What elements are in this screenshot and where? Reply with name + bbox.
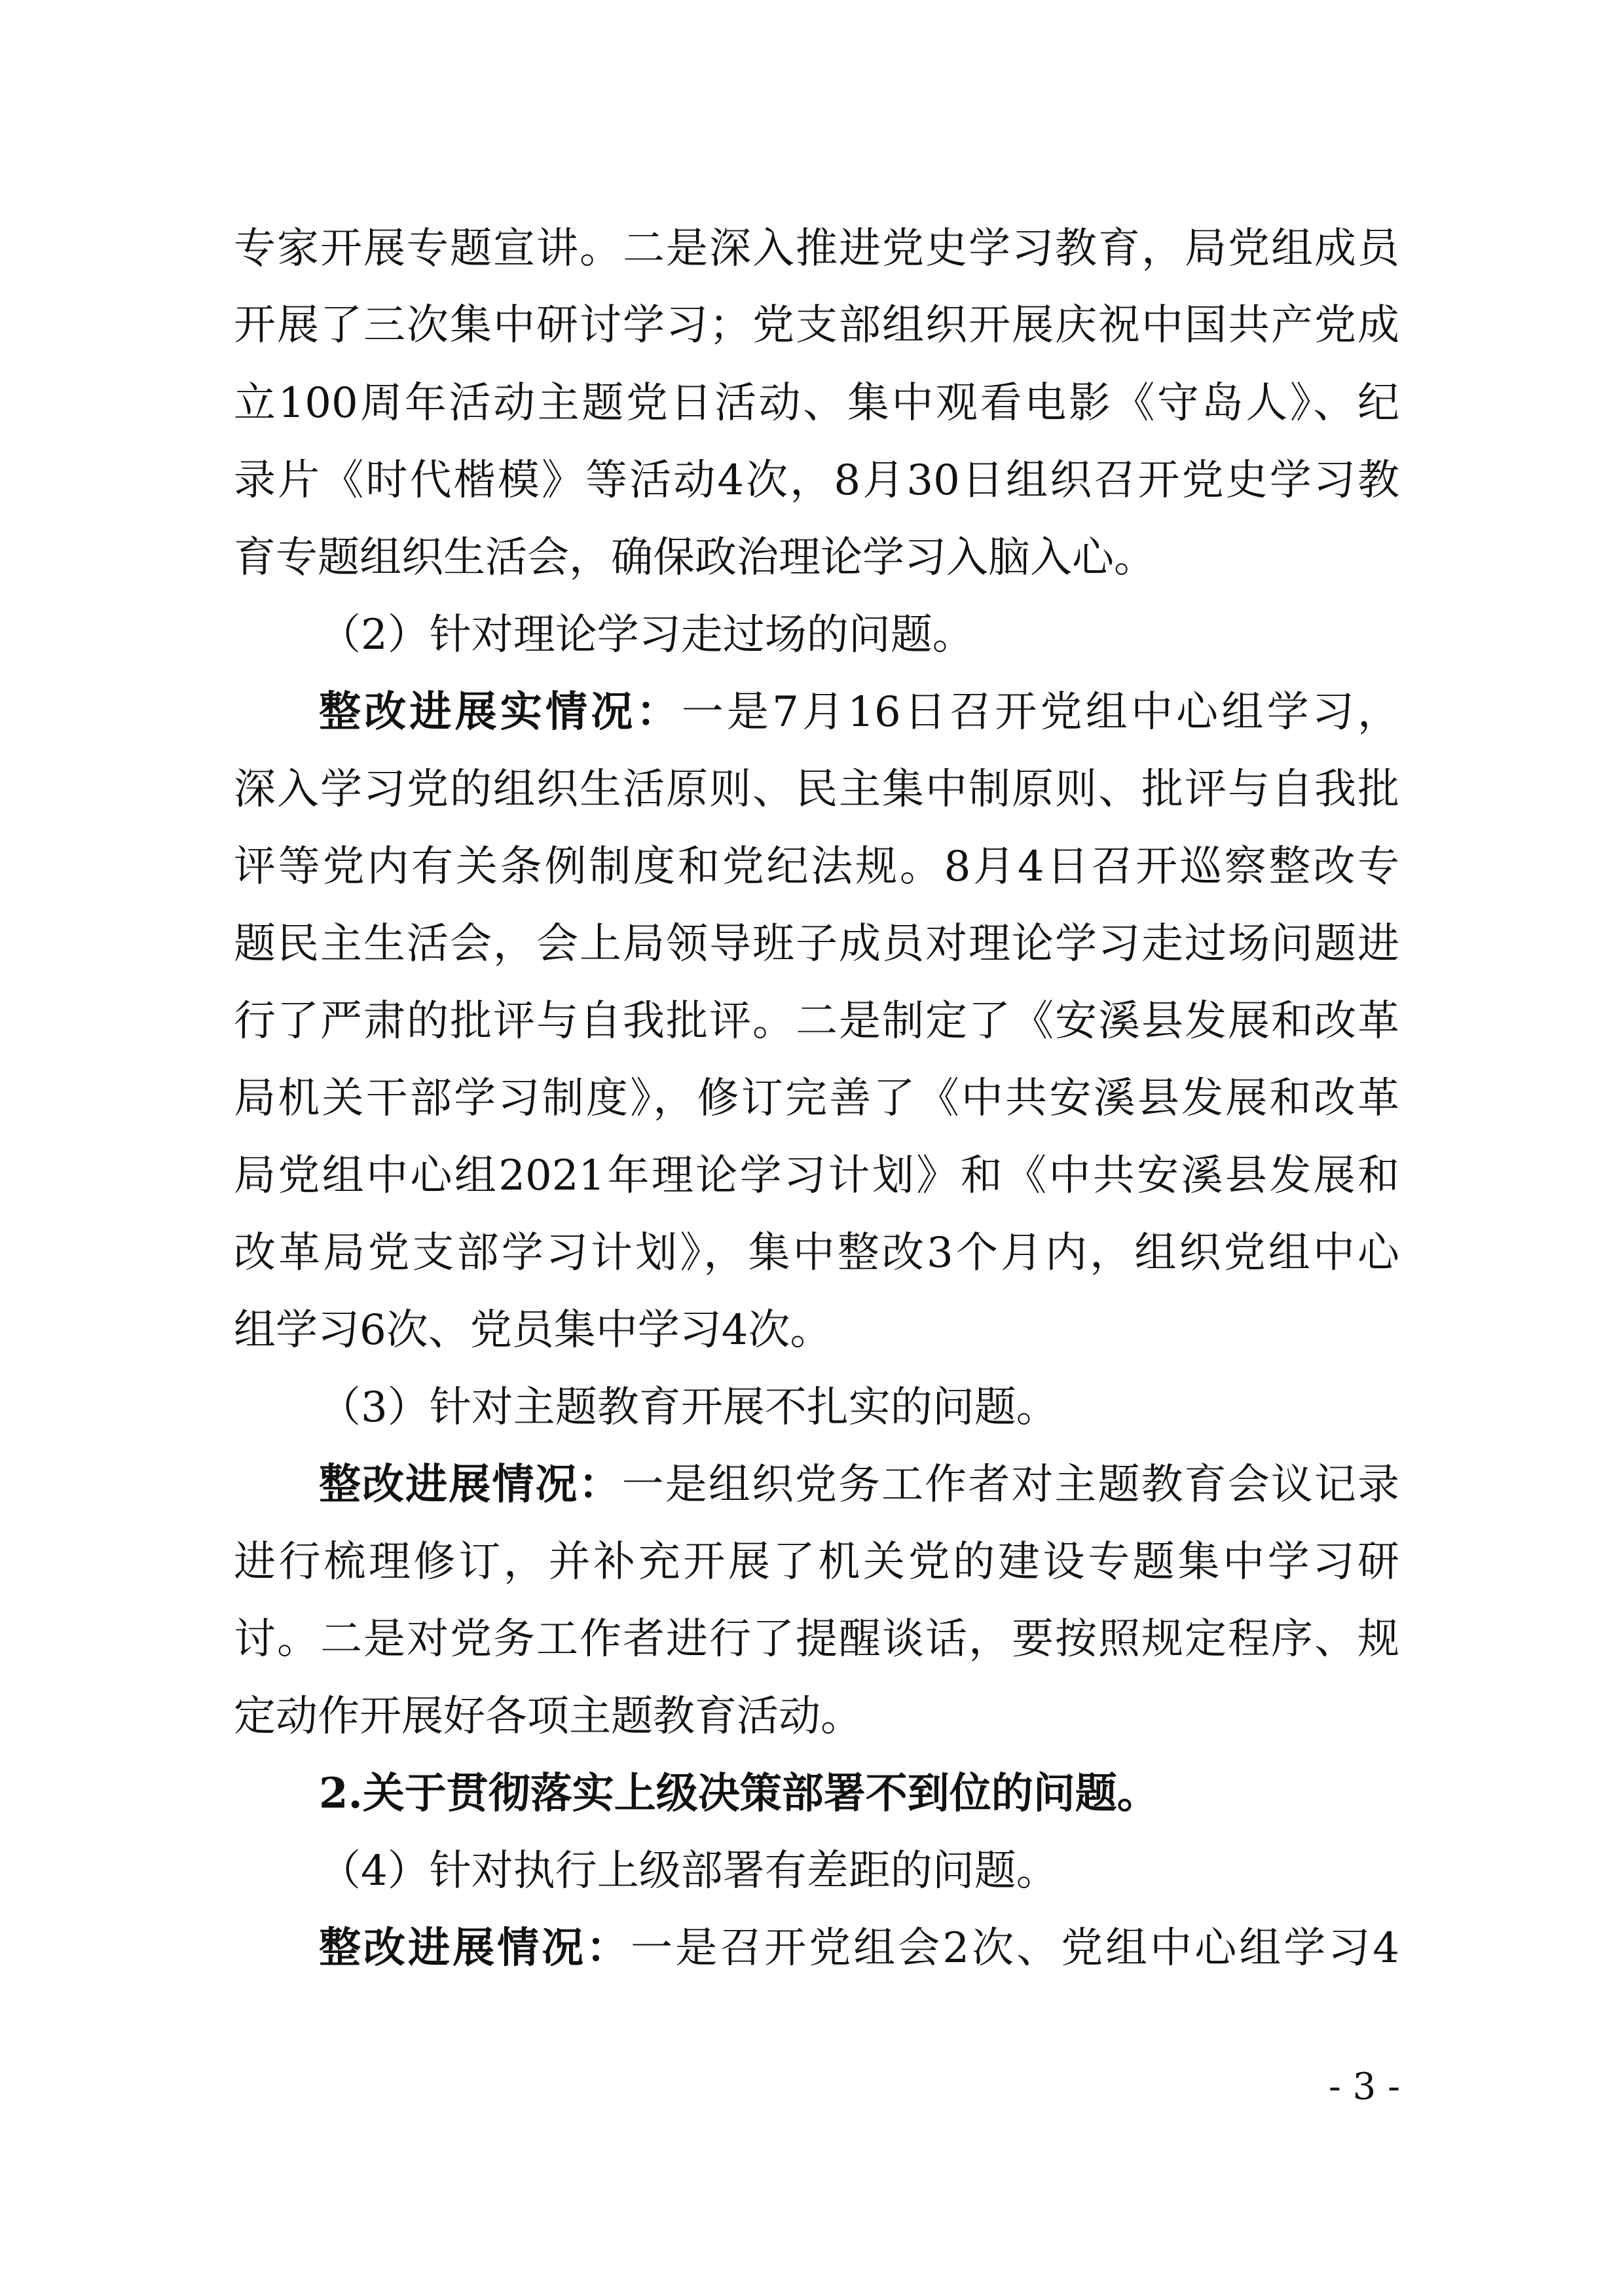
subheading: （2）针对理论学习走过场的问题。 <box>319 611 974 659</box>
text-line: 立100周年活动主题党日活动、集中观看电影《守岛人》、纪 <box>234 379 1399 428</box>
text-line: 局党组中心组2021年理论学习计划》和《中共安溪县发展和 <box>234 1152 1399 1200</box>
text-line: 专家开展专题宣讲。二是深入推进党史学习教育，局党组成员 <box>234 225 1399 273</box>
text-line: 讨。二是对党务工作者进行了提醒谈话，要按照规定程序、规 <box>234 1615 1399 1664</box>
paragraph-text: 一是7月16日召开党组中心组学习， <box>681 688 1399 737</box>
text-line: 局机关干部学习制度》，修订完善了《中共安溪县发展和改革 <box>234 1074 1399 1123</box>
paragraph-first-line <box>319 680 1399 745</box>
text-line: 组学习6次、党员集中学习4次。 <box>234 1306 832 1355</box>
paragraph-text: 一是召开党组会2次、党组中心组学习4 <box>631 1924 1399 1973</box>
page-number: - 3 - <box>1328 2066 1400 2108</box>
text-line: 深入学习党的组织生活原则、民主集中制原则、批评与自我批 <box>234 765 1399 814</box>
text-line: 评等党内有关条例制度和党纪法规。8月4日召开巡察整改专 <box>234 843 1399 891</box>
paragraph-lead: 整改进展情况： <box>319 1460 622 1509</box>
text-line: 育专题组织生活会，确保政治理论学习入脑入心。 <box>234 534 1156 582</box>
text-line: 开展了三次集中研讨学习；党支部组织开展庆祝中国共产党成 <box>234 301 1399 350</box>
paragraph-text: 一是组织党务工作者对主题教育会议记录 <box>621 1461 1399 1509</box>
section-heading: 2.关于贯彻落实上级决策部署不到位的问题。 <box>319 1769 1159 1818</box>
paragraph-first-line <box>319 1452 1399 1518</box>
text-line: 改革局党支部学习计划》，集中整改3个月内，组织党组中心 <box>234 1229 1399 1277</box>
subheading: （4）针对执行上级部署有差距的问题。 <box>319 1847 1058 1895</box>
subheading: （3）针对主题教育开展不扎实的问题。 <box>319 1383 1058 1432</box>
paragraph-lead: 整改进展实情况： <box>319 687 682 737</box>
paragraph-first-line <box>319 1916 1399 1981</box>
text-line: 题民主生活会，会上局领导班子成员对理论学习走过场问题进 <box>234 920 1399 968</box>
text-line: 进行梳理修订，并补充开展了机关党的建设专题集中学习研 <box>234 1538 1399 1586</box>
text-line: 行了严肃的批评与自我批评。二是制定了《安溪县发展和改革 <box>234 997 1399 1046</box>
text-line: 定动作开展好各项主题教育活动。 <box>234 1692 862 1741</box>
paragraph-lead: 整改进展情况： <box>319 1923 631 1973</box>
text-line: 录片《时代楷模》等活动4次，8月30日组织召开党史学习教 <box>234 456 1399 505</box>
